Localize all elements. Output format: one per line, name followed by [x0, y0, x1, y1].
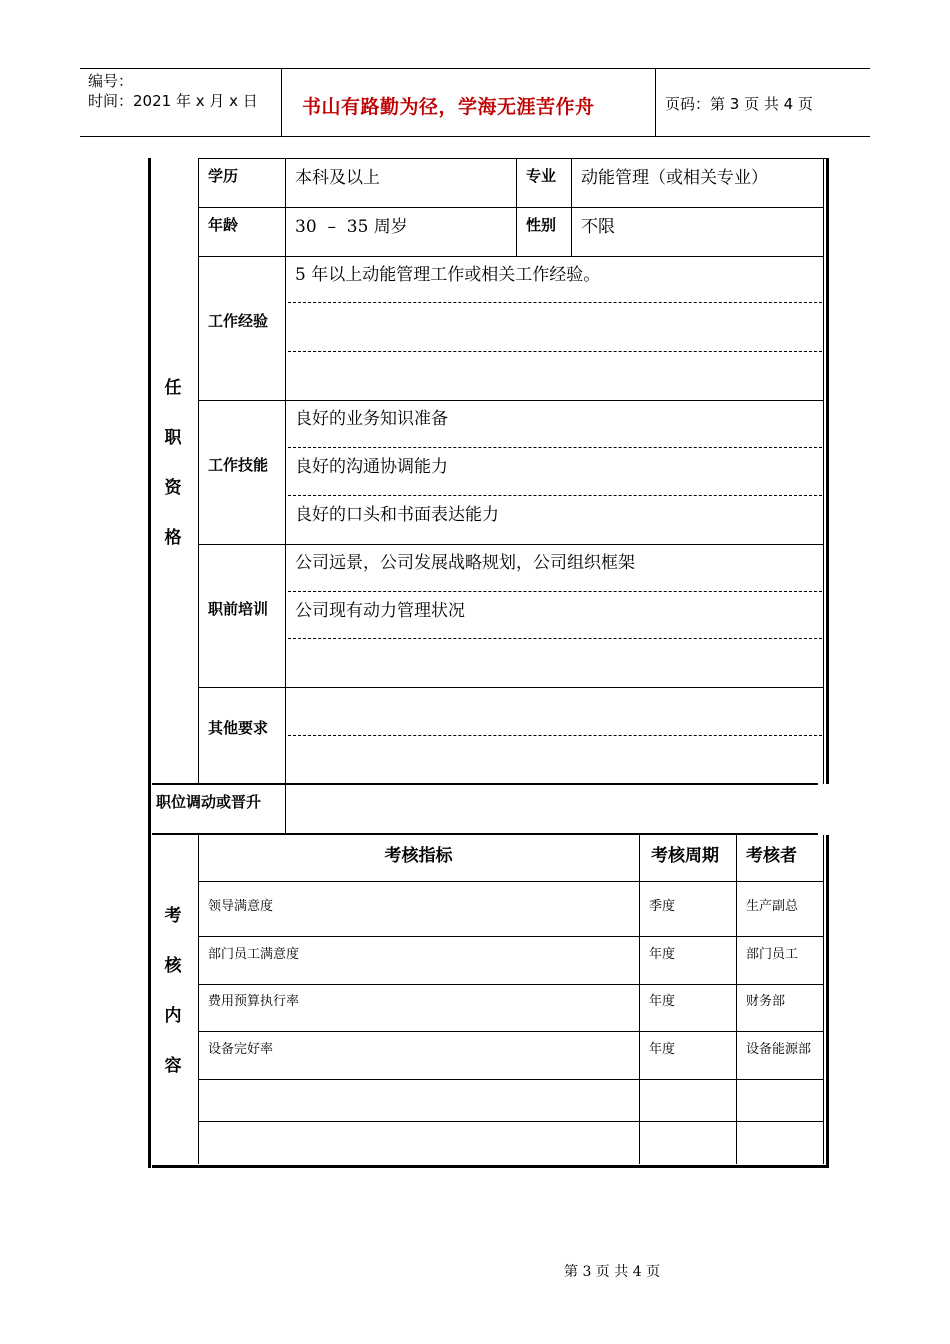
skills-line: 良好的沟通协调能力 [295, 457, 448, 477]
period-cell: 年度 [649, 1042, 676, 1057]
major-label: 专业 [526, 167, 557, 185]
indicator-cell: 部门员工满意度 [208, 947, 300, 962]
indicator-cell: 费用预算执行率 [208, 994, 300, 1009]
section-char: 内 [164, 1006, 182, 1026]
training-line: 公司远景，公司发展战略规划，公司组织框架 [295, 553, 635, 573]
skills-line: 良好的口头和书面表达能力 [295, 505, 499, 525]
motto-text: 书山有路勤为径，学海无涯苦作舟 [302, 96, 595, 118]
assessor-cell: 部门员工 [746, 947, 799, 962]
period-cell: 年度 [649, 947, 676, 962]
training-label: 职前培训 [208, 600, 269, 618]
assessor-cell: 财务部 [746, 994, 786, 1009]
document-time-label: 时间：2021 年 x 月 x 日 [88, 92, 258, 110]
major-value: 动能管理（或相关专业） [581, 168, 768, 188]
experience-line: 5 年以上动能管理工作或相关工作经验。 [295, 265, 601, 285]
period-cell: 年度 [649, 994, 676, 1009]
section-char: 任 [164, 378, 182, 398]
section-char: 容 [164, 1056, 182, 1076]
period-cell: 季度 [649, 899, 676, 914]
document-number-label: 编号： [88, 72, 134, 90]
experience-label: 工作经验 [208, 312, 269, 330]
training-line: 公司现有动力管理状况 [295, 601, 465, 621]
other-requirements-label: 其他要求 [208, 719, 269, 737]
column-header-period: 考核周期 [651, 846, 719, 866]
skills-line: 良好的业务知识准备 [295, 409, 448, 429]
footer-page-number: 第 3 页 共 4 页 [564, 1264, 661, 1280]
skills-label: 工作技能 [208, 456, 269, 474]
education-label: 学历 [208, 167, 239, 185]
age-value: 30 – 35 周岁 [295, 217, 408, 237]
page-indicator: 页码：第 3 页 共 4 页 [665, 95, 813, 113]
assessor-cell: 生产副总 [746, 899, 799, 914]
education-value: 本科及以上 [295, 168, 380, 188]
section-char: 资 [164, 478, 182, 498]
section-char: 考 [164, 906, 182, 926]
qualification-section-label [163, 363, 183, 563]
gender-value: 不限 [581, 217, 615, 237]
gender-label: 性别 [526, 216, 557, 234]
assessor-cell: 设备能源部 [746, 1042, 812, 1057]
indicator-cell: 领导满意度 [208, 899, 274, 914]
section-char: 职 [164, 428, 182, 448]
assessment-section-label [163, 891, 183, 1091]
age-label: 年龄 [208, 216, 239, 234]
column-header-assessor: 考核者 [746, 846, 797, 866]
transfer-label: 职位调动或晋升 [156, 793, 262, 811]
section-char: 核 [164, 956, 182, 976]
column-header-indicator: 考核指标 [384, 846, 453, 866]
section-char: 格 [164, 528, 182, 548]
indicator-cell: 设备完好率 [208, 1042, 274, 1057]
